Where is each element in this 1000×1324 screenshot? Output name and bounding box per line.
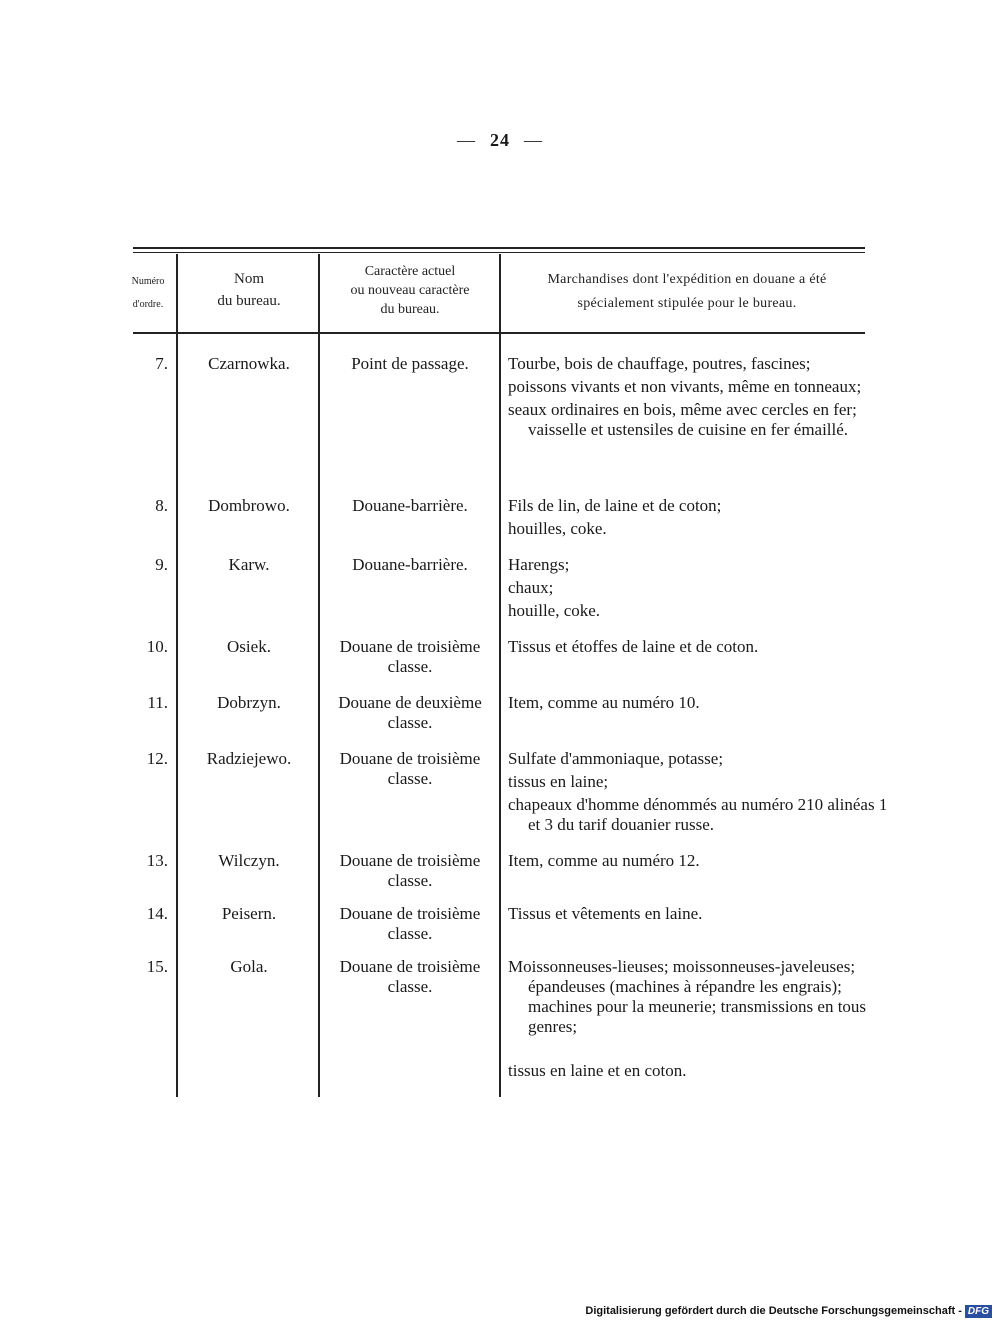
row-merchandise bbox=[508, 496, 878, 542]
row-character-line2: classe. bbox=[387, 924, 433, 943]
row-office-name: Wilczyn. bbox=[218, 851, 280, 870]
row-number: 12. bbox=[146, 749, 168, 768]
row-character bbox=[320, 957, 500, 997]
row-character-line2: classe. bbox=[387, 657, 433, 676]
merchandise-item: Item, comme au numéro 12. bbox=[508, 851, 700, 870]
row-office-name: Karw. bbox=[228, 555, 270, 574]
row-character-line1: Point de passage. bbox=[351, 354, 469, 373]
header-office-name bbox=[180, 268, 318, 312]
footer-text: Digitalisierung gefördert durch die Deutsche Forschungsgemeinschaft - bbox=[585, 1305, 962, 1317]
row-office-name: Osiek. bbox=[227, 637, 271, 656]
merchandise-item: tissus en laine; bbox=[508, 772, 609, 791]
row-merchandise bbox=[508, 851, 878, 874]
row-character bbox=[320, 904, 500, 944]
header-office-name-line1: Nom bbox=[234, 271, 264, 287]
row-merchandise bbox=[508, 957, 878, 1084]
merchandise-item: Moissonneuses-lieuses; moissonneuses-javeleuses; épandeuses (machines à répandre les engrais); machines pour la meunerie; transmissions en tous genres; bbox=[508, 957, 867, 1036]
row-character bbox=[320, 496, 500, 516]
merchandise-item: Item, comme au numéro 10. bbox=[508, 693, 700, 712]
row-number: 9. bbox=[155, 555, 168, 574]
row-character-line2: classe. bbox=[387, 713, 433, 732]
row-office-name: Dombrowo. bbox=[208, 496, 290, 515]
header-merchandise bbox=[502, 268, 872, 316]
column-divider-1 bbox=[176, 254, 178, 1097]
header-number-line1: Numéro bbox=[131, 276, 165, 287]
row-office-name: Radziejewo. bbox=[206, 749, 292, 768]
merchandise-item: Sulfate d'ammoniaque, potasse; bbox=[508, 749, 724, 768]
row-office-name: Dobrzyn. bbox=[217, 693, 281, 712]
header-character-line2: ou nouveau caractère bbox=[350, 283, 470, 298]
row-merchandise bbox=[508, 555, 878, 624]
page-number-dash-right: — bbox=[524, 130, 543, 150]
header-character-line1: Caractère actuel bbox=[364, 264, 456, 279]
dfg-logo: DFG bbox=[965, 1305, 992, 1318]
header-number-line2: d'ordre. bbox=[132, 299, 164, 310]
header-office-name-line2: du bureau. bbox=[217, 293, 281, 309]
row-character bbox=[320, 555, 500, 575]
row-character-line1: Douane de troisième bbox=[339, 749, 481, 768]
row-character bbox=[320, 851, 500, 891]
header-merchandise-line2: spécialement stipulée pour le bureau. bbox=[577, 296, 797, 311]
row-office-name: Czarnowka. bbox=[208, 354, 290, 373]
row-number: 13. bbox=[146, 851, 168, 870]
merchandise-item: Tissus et étoffes de laine et de coton. bbox=[508, 637, 759, 656]
header-character bbox=[320, 262, 500, 319]
row-character-line2: classe. bbox=[387, 871, 433, 890]
row-number: 7. bbox=[155, 354, 168, 373]
row-character-line2: classe. bbox=[387, 977, 433, 996]
merchandise-item: Tissus et vêtements en laine. bbox=[508, 904, 703, 923]
row-number: 8. bbox=[155, 496, 168, 515]
row-character bbox=[320, 749, 500, 789]
row-character-line1: Douane-barrière. bbox=[352, 496, 468, 515]
page-number-dash-left: — bbox=[457, 130, 476, 150]
header-merchandise-line1: Marchandises dont l'expédition en douane a été bbox=[547, 272, 827, 287]
row-number: 14. bbox=[146, 904, 168, 923]
row-number: 15. bbox=[146, 957, 168, 976]
row-character bbox=[320, 693, 500, 733]
header-character-line3: du bureau. bbox=[380, 302, 440, 317]
header-number bbox=[118, 270, 178, 316]
page-number-value: 24 bbox=[490, 130, 510, 150]
merchandise-item: houille, coke. bbox=[508, 601, 601, 620]
merchandise-item: Tourbe, bois de chauffage, poutres, fascines; bbox=[508, 354, 811, 373]
row-character-line1: Douane-barrière. bbox=[352, 555, 468, 574]
row-number: 10. bbox=[146, 637, 168, 656]
row-character-line1: Douane de troisième bbox=[339, 637, 481, 656]
merchandise-item: chapeaux d'homme dénommés au numéro 210 alinéas 1 et 3 du tarif douanier russe. bbox=[508, 795, 888, 834]
row-merchandise bbox=[508, 904, 878, 927]
row-office-name: Peisern. bbox=[221, 904, 277, 923]
table-top-rule-thick bbox=[133, 247, 865, 249]
table-top-rule-thin bbox=[133, 252, 865, 253]
row-character bbox=[320, 354, 500, 374]
row-character-line1: Douane de deuxième bbox=[338, 693, 482, 712]
merchandise-item: Harengs; bbox=[508, 555, 570, 574]
row-merchandise bbox=[508, 637, 878, 660]
merchandise-item: Fils de lin, de laine et de coton; bbox=[508, 496, 722, 515]
row-merchandise bbox=[508, 354, 878, 443]
row-number: 11. bbox=[147, 693, 168, 712]
row-character bbox=[320, 637, 500, 677]
merchandise-item: houilles, coke. bbox=[508, 519, 607, 538]
row-character-line1: Douane de troisième bbox=[339, 851, 481, 870]
row-character-line1: Douane de troisième bbox=[339, 957, 481, 976]
row-merchandise bbox=[508, 749, 888, 838]
merchandise-item: tissus en laine et en coton. bbox=[508, 1061, 687, 1080]
page-number bbox=[0, 130, 1000, 151]
row-character-line1: Douane de troisième bbox=[339, 904, 481, 923]
merchandise-item: seaux ordinaires en bois, même avec cercles en fer; vaisselle et ustensiles de cuisine en fer émaillé. bbox=[508, 400, 857, 439]
row-office-name: Gola. bbox=[230, 957, 268, 976]
digitization-footer bbox=[585, 1305, 992, 1318]
merchandise-item: poissons vivants et non vivants, même en tonneaux; bbox=[508, 377, 862, 396]
row-character-line2: classe. bbox=[387, 769, 433, 788]
merchandise-item: chaux; bbox=[508, 578, 554, 597]
row-merchandise bbox=[508, 693, 878, 716]
